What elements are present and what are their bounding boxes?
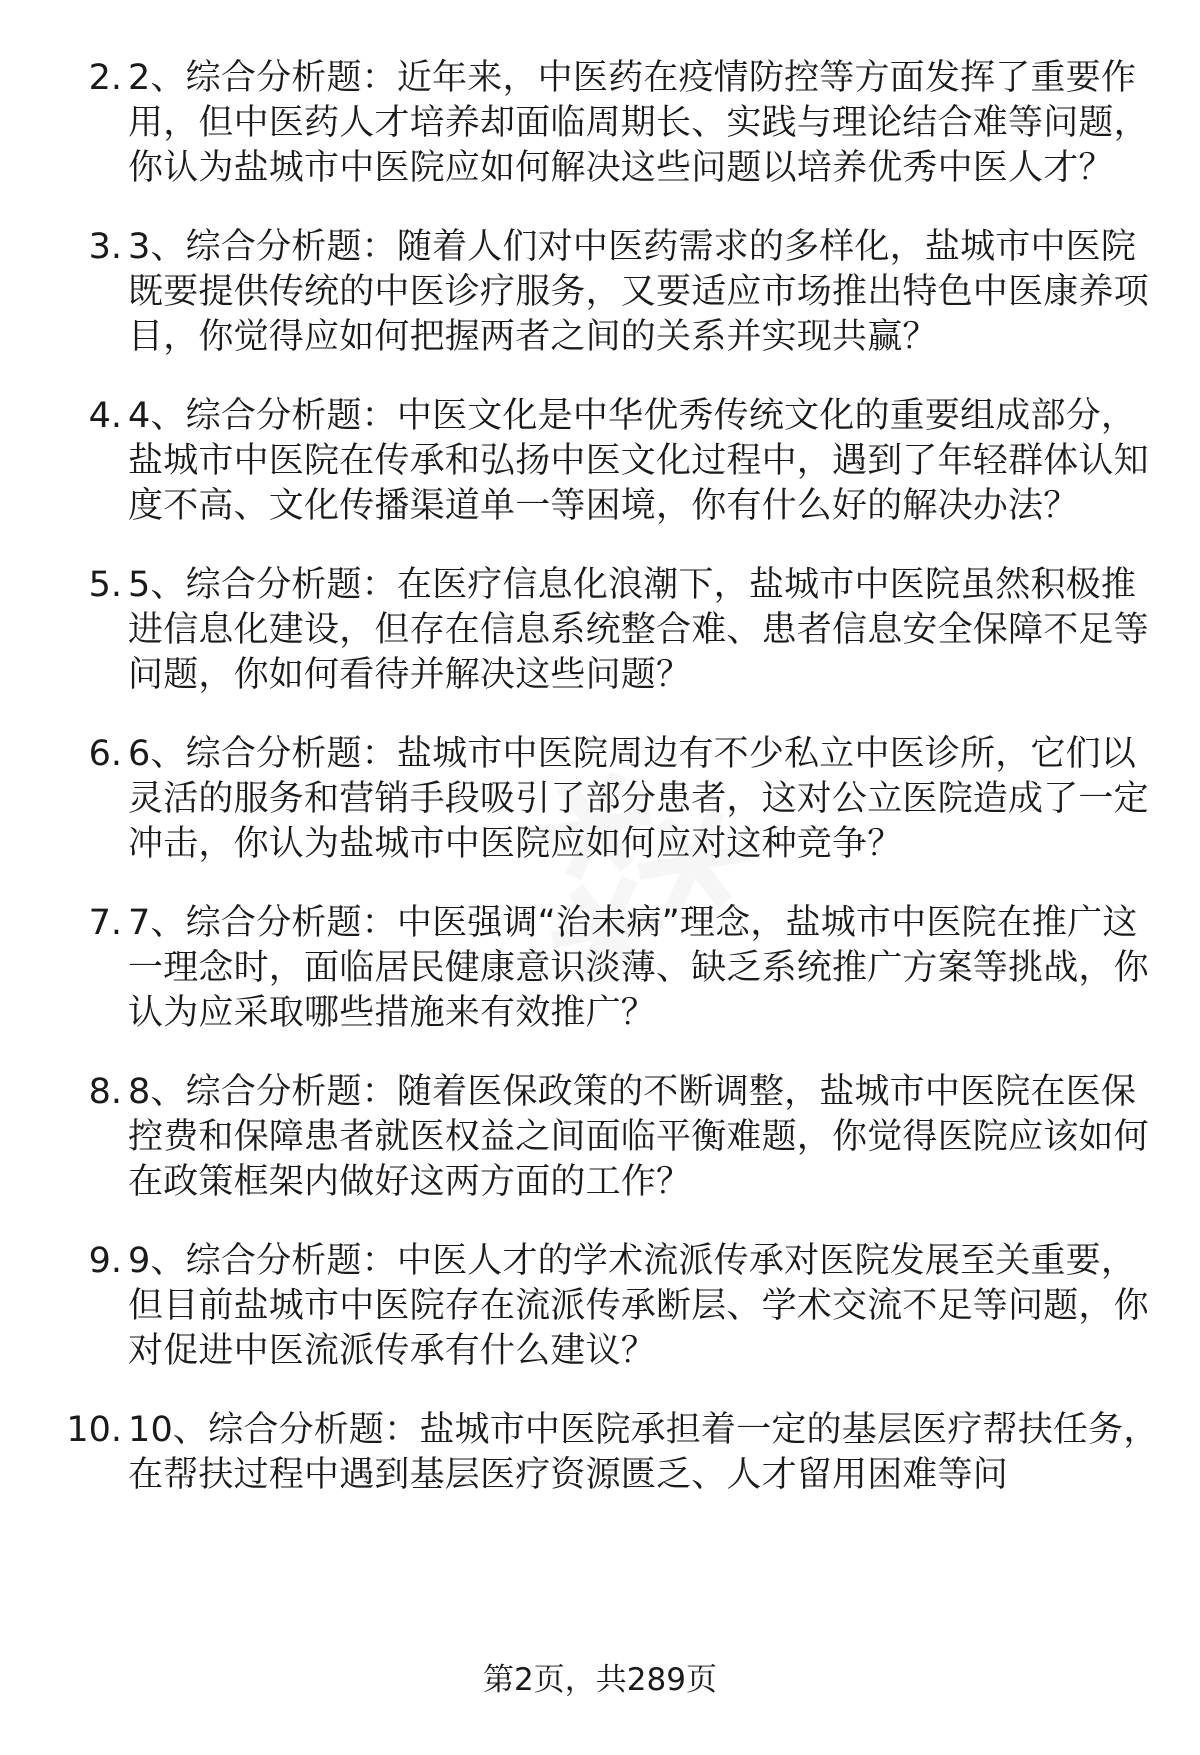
question-text: 6、综合分析题：盐城市中医院周边有不少私立中医诊所，它们以灵活的服务和营销手段吸引了部分患者，这对公立医院造成了一定冲击，你认为盐城市中医院应如何应对这种竞争？ [128, 734, 1149, 864]
question-number: 6. [88, 734, 122, 774]
question-text: 2、综合分析题：近年来，中医药在疫情防控等方面发挥了重要作用，但中医药人才培养却面临周期长、实践与理论结合难等问题，你认为盐城市中医院应如何解决这些问题以培养优秀中医人才？ [128, 58, 1149, 188]
question-number: 2. [88, 58, 122, 98]
question-number: 4. [88, 396, 122, 436]
page-footer: 第2页，共289页 [483, 1662, 717, 1698]
question-text: 4、综合分析题：中医文化是中华优秀传统文化的重要组成部分，盐城市中医院在传承和弘扬中医文化过程中，遇到了年轻群体认知度不高、文化传播渠道单一等困境，你有什么好的解决办法？ [128, 396, 1149, 526]
question-item [0, 225, 1200, 360]
question-number: 9. [88, 1241, 122, 1281]
question-item [0, 1070, 1200, 1205]
question-item [0, 563, 1200, 698]
question-item [0, 1408, 1200, 1498]
question-number: 5. [88, 565, 122, 605]
question-number: 7. [88, 903, 122, 943]
question-text: 7、综合分析题：中医强调“治未病”理念，盐城市中医院在推广这一理念时，面临居民健康意识淡薄、缺乏系统推广方案等挑战，你认为应采取哪些措施来有效推广？ [128, 903, 1149, 1033]
question-text: 5、综合分析题：在医疗信息化浪潮下，盐城市中医院虽然积极推进信息化建设，但存在信息系统整合难、患者信息安全保障不足等问题，你如何看待并解决这些问题？ [128, 565, 1149, 695]
question-item [0, 394, 1200, 529]
question-text: 10、综合分析题：盐城市中医院承担着一定的基层医疗帮扶任务，在帮扶过程中遇到基层医疗资源匮乏、人才留用困难等问 [128, 1410, 1159, 1495]
question-item [0, 732, 1200, 867]
question-list [0, 56, 1200, 1532]
question-text: 8、综合分析题：随着医保政策的不断调整，盐城市中医院在医保控费和保障患者就医权益之间面临平衡难题，你觉得医院应该如何在政策框架内做好这两方面的工作？ [128, 1072, 1149, 1202]
question-number: 3. [88, 227, 122, 267]
question-number: 8. [88, 1072, 122, 1112]
question-item [0, 1239, 1200, 1374]
question-text: 3、综合分析题：随着人们对中医药需求的多样化，盐城市中医院既要提供传统的中医诊疗服务，又要适应市场推出特色中医康养项目，你觉得应如何把握两者之间的关系并实现共赢？ [128, 227, 1149, 357]
question-item [0, 901, 1200, 1036]
question-item [0, 56, 1200, 191]
question-number: 10. [66, 1410, 122, 1450]
question-text: 9、综合分析题：中医人才的学术流派传承对医院发展至关重要，但目前盐城市中医院存在流派传承断层、学术交流不足等问题，你对促进中医流派传承有什么建议？ [128, 1241, 1149, 1371]
